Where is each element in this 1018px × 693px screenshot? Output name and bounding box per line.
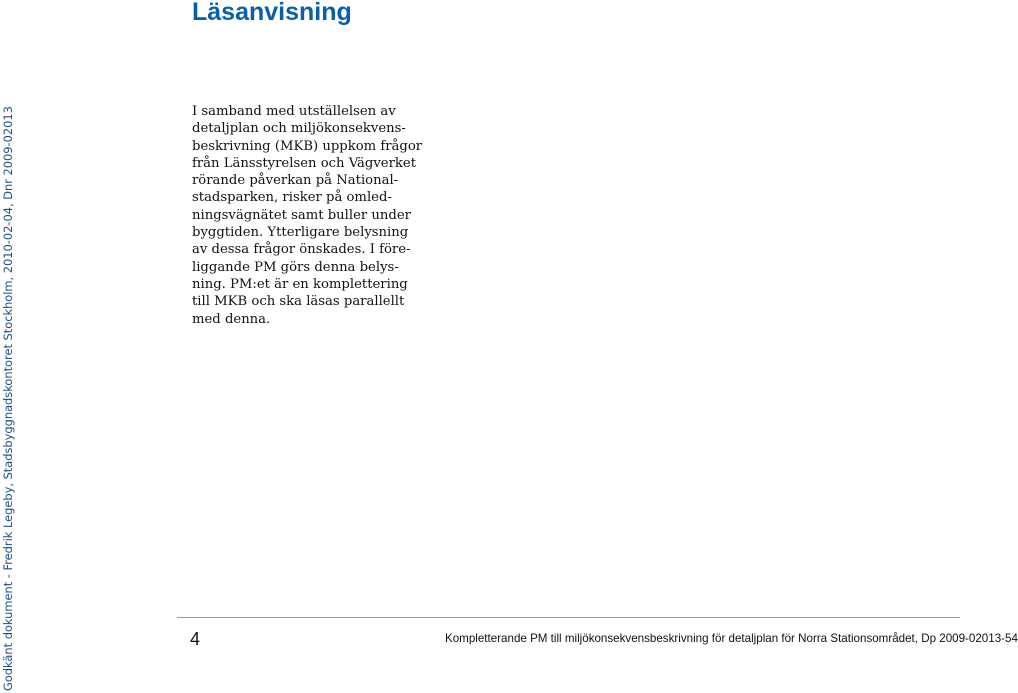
footer-divider	[177, 617, 960, 618]
body-line: byggtiden. Ytterligare belysning	[192, 225, 409, 241]
page-number: 4	[190, 629, 201, 649]
body-line: rörande påverkan på National-	[192, 173, 399, 189]
body-paragraph	[192, 103, 432, 328]
approval-stamp-strip	[0, 0, 20, 693]
body-line: stadsparken, risker på omled-	[192, 190, 392, 206]
body-line: liggande PM görs denna belys-	[192, 259, 399, 275]
body-line: ningsvägnätet samt buller under	[192, 207, 411, 223]
body-line: beskrivning (MKB) uppkom frågor	[192, 138, 423, 154]
body-line: till MKB och ska läsas parallellt	[192, 294, 405, 310]
body-line: ning. PM:et är en komplettering	[192, 276, 408, 292]
page-title: Läsanvisning	[192, 0, 352, 26]
body-line: detaljplan och miljökonsekvens-	[192, 121, 406, 137]
footer-document-title: Kompletterande PM till miljökonsekvensbeskrivning för detaljplan för Norra Stationsområdet, Dp 2009-02013-54	[445, 632, 1018, 645]
body-line: från Länsstyrelsen och Vägverket	[192, 155, 416, 171]
approval-stamp-text: Godkänt dokument - Fredrik Legeby, Stadsbyggnadskontoret Stockholm, 2010-02-04, Dnr 2009-02013	[1, 106, 15, 691]
body-line: av dessa frågor önskades. I före-	[192, 242, 411, 258]
body-line: med denna.	[192, 311, 271, 327]
body-line: I samband med utställelsen av	[192, 104, 396, 119]
